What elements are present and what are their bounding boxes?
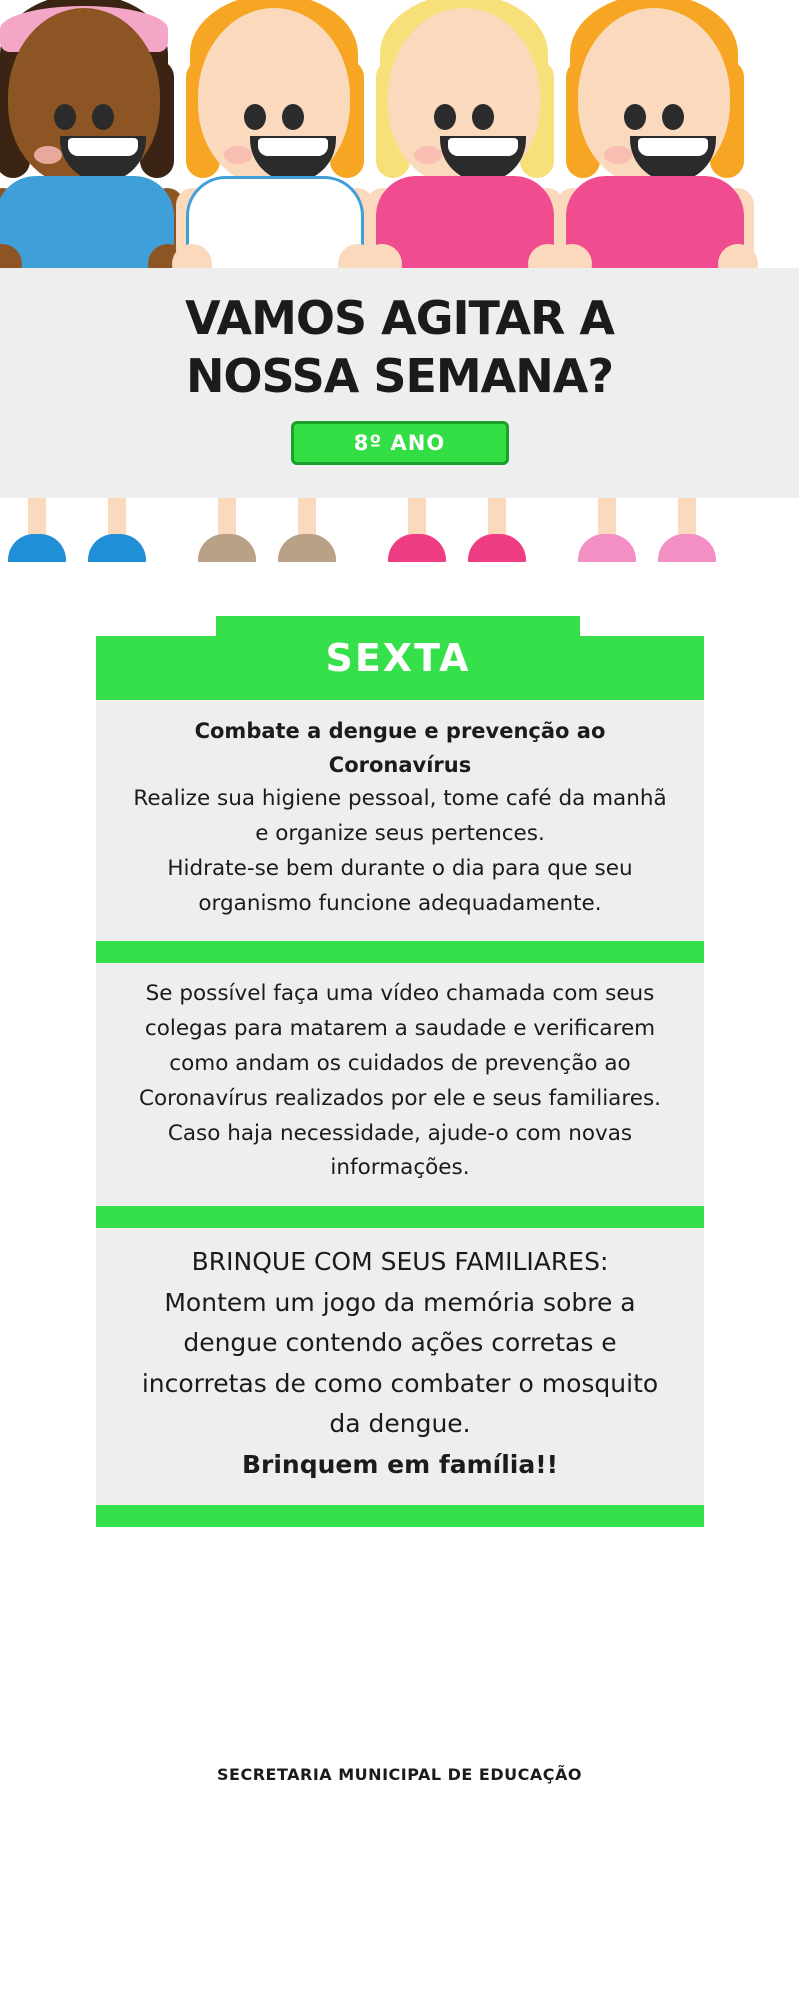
face bbox=[8, 8, 160, 186]
title-line-1: VAMOS AGITAR A bbox=[184, 291, 615, 345]
shoe-lightpink-left bbox=[578, 534, 636, 572]
section-3-line-3: Brinquem em família!! bbox=[241, 1449, 559, 1479]
teeth bbox=[448, 138, 518, 156]
divider-1 bbox=[96, 941, 704, 963]
section-3 bbox=[96, 1228, 704, 1505]
face bbox=[578, 8, 730, 186]
section-3-line-1: BRINQUE COM SEUS FAMILIARES: bbox=[191, 1247, 609, 1277]
cheek-left bbox=[414, 146, 442, 164]
teeth bbox=[258, 138, 328, 156]
shoe-tan-left bbox=[198, 534, 256, 572]
legs-and-shoes bbox=[0, 498, 799, 600]
shoe-pink-left bbox=[388, 534, 446, 572]
divider-3 bbox=[96, 1505, 704, 1527]
section-2-line-2: Caso haja necessidade, ajude-o com novas informações. bbox=[167, 1120, 633, 1181]
eye-left bbox=[244, 104, 266, 130]
face bbox=[198, 8, 350, 186]
shoe-tan-right bbox=[278, 534, 336, 572]
divider-2 bbox=[96, 1206, 704, 1228]
kid-with-pink-headband bbox=[0, 0, 180, 290]
day-header-tab bbox=[216, 616, 580, 700]
section-3-line-2: Montem um jogo da memória sobre a dengue contendo ações corretas e incorretas de como combater o mosquito da dengue. bbox=[141, 1287, 659, 1439]
section-1-line-2: Realize sua higiene pessoal, tome café da manhã e organize seus pertences. bbox=[133, 786, 667, 846]
section-1-line-3: Hidrate-se bem durante o dia para que seu organismo funcione adequadamente. bbox=[167, 855, 633, 916]
day-label: SEXTA bbox=[325, 636, 471, 680]
shoe-pink-right bbox=[468, 534, 526, 572]
section-2 bbox=[96, 963, 704, 1206]
footer bbox=[0, 1765, 799, 1784]
page-title bbox=[0, 268, 799, 405]
cheek-left bbox=[224, 146, 252, 164]
shoe-blue-right bbox=[88, 534, 146, 572]
footer-text: SECRETARIA MUNICIPAL DE EDUCAÇÃO bbox=[217, 1765, 582, 1784]
face bbox=[388, 8, 540, 186]
grade-badge-label: 8º ANO bbox=[353, 431, 446, 455]
eye-right bbox=[92, 104, 114, 130]
hero-illustration bbox=[0, 0, 799, 600]
shoe-blue-left bbox=[8, 534, 66, 572]
eye-left bbox=[54, 104, 76, 130]
teeth bbox=[638, 138, 708, 156]
shoe-lightpink-right bbox=[658, 534, 716, 572]
eye-left bbox=[434, 104, 456, 130]
activity-card bbox=[96, 636, 704, 1527]
section-1-line-1: Combate a dengue e prevenção ao Coronavírus bbox=[194, 719, 606, 778]
cheek-left bbox=[34, 146, 62, 164]
title-line-2: NOSSA SEMANA? bbox=[185, 348, 614, 403]
kid-orange-hair-white-shirt bbox=[180, 0, 370, 290]
eye-right bbox=[282, 104, 304, 130]
kid-orange-hair-pink-shirt bbox=[560, 0, 750, 290]
day-header-bar bbox=[96, 636, 704, 700]
title-banner bbox=[0, 268, 799, 498]
eye-left bbox=[624, 104, 646, 130]
section-2-line-1: Se possível faça uma vídeo chamada com seus colegas para matarem a saudade e verificarem como andam os cuidados de prevenção ao Coronavírus realizados por ele e seus familiares. bbox=[138, 981, 661, 1111]
kid-blonde-pink-shirt bbox=[370, 0, 560, 290]
teeth bbox=[68, 138, 138, 156]
grade-badge bbox=[291, 421, 509, 465]
eye-right bbox=[662, 104, 684, 130]
cheek-left bbox=[604, 146, 632, 164]
section-1 bbox=[96, 700, 704, 941]
kids-illustration-group bbox=[0, 0, 799, 290]
eye-right bbox=[472, 104, 494, 130]
